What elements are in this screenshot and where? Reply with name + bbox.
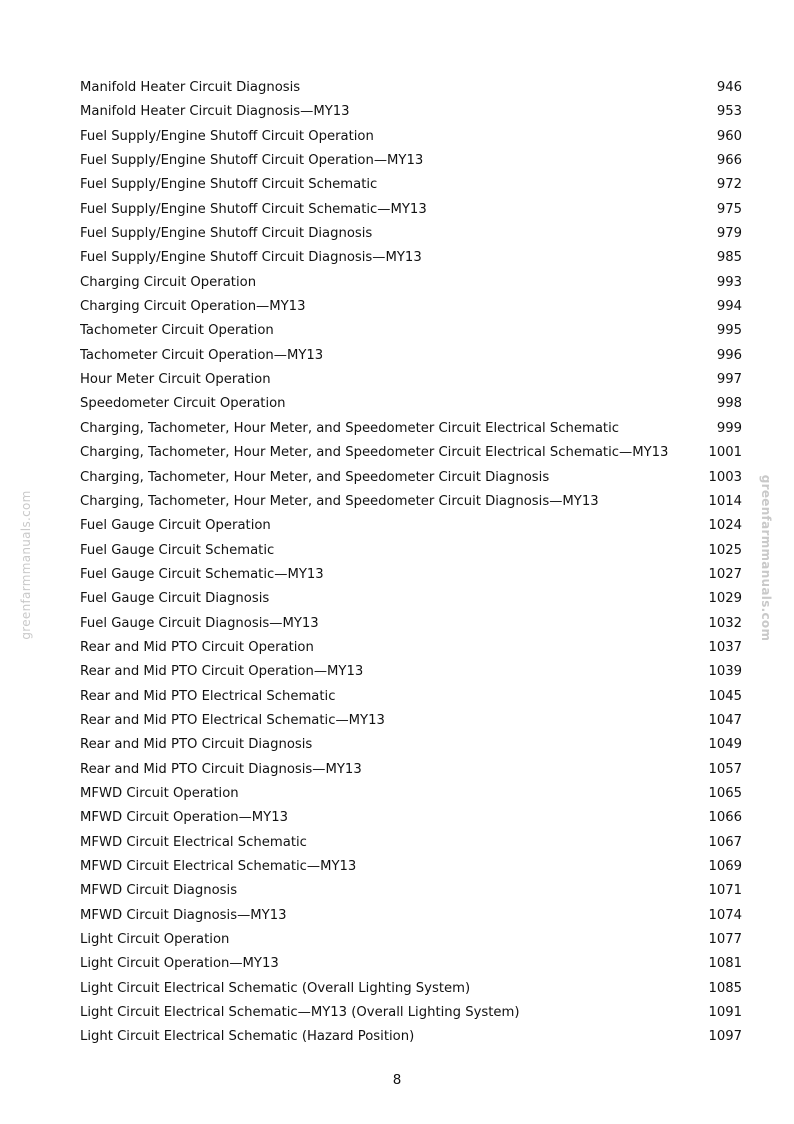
toc-entry-title[interactable]: Light Circuit Electrical Schematic (Overall Lighting System) [80,980,471,996]
toc-entry-page[interactable]: 1091 [708,1005,742,1021]
toc-entry[interactable] [80,222,742,246]
toc-entry-title[interactable]: MFWD Circuit Diagnosis [80,883,238,899]
toc-entry-page[interactable]: 1032 [708,615,742,631]
toc-entry-title[interactable]: MFWD Circuit Electrical Schematic [80,834,307,850]
toc-entry[interactable] [80,344,742,368]
toc-entry[interactable] [80,758,742,782]
toc-entry[interactable] [80,490,742,514]
toc-entry[interactable] [80,977,742,1001]
toc-entry-title[interactable]: Fuel Gauge Circuit Operation [80,518,271,534]
toc-entry[interactable] [80,806,742,830]
toc-entry[interactable] [80,514,742,538]
watermark-right: greenfarmmanuals.com [759,474,773,642]
toc-entry-page[interactable]: 994 [716,299,742,315]
toc-entry-page[interactable]: 1001 [708,445,742,461]
toc-entry-title[interactable]: Manifold Heater Circuit Diagnosis [80,80,301,95]
toc-entry-title[interactable]: Hour Meter Circuit Operation [80,372,271,388]
toc-entry-page[interactable]: 1074 [708,907,742,923]
toc-entry[interactable] [80,149,742,173]
toc-entry-page[interactable]: 997 [716,372,742,388]
toc-entry-title[interactable]: Rear and Mid PTO Electrical Schematic [80,688,336,704]
toc-entry-title[interactable]: Rear and Mid PTO Circuit Diagnosis—MY13 [80,761,362,777]
toc-entry[interactable] [80,733,742,757]
toc-entry-page[interactable]: 1081 [708,956,742,972]
toc-entry-page[interactable]: 1025 [708,542,742,558]
toc-entry[interactable] [80,685,742,709]
toc-entry[interactable] [80,392,742,416]
toc-entry[interactable] [80,587,742,611]
toc-entry[interactable] [80,563,742,587]
toc-entry-page[interactable]: 998 [716,396,742,412]
toc-entry-page[interactable]: 993 [716,274,742,290]
toc-entry[interactable] [80,246,742,270]
toc-entry-title[interactable]: MFWD Circuit Operation—MY13 [80,810,289,826]
toc-entry-title[interactable]: Fuel Gauge Circuit Schematic—MY13 [80,566,324,582]
toc-entry-title[interactable]: Speedometer Circuit Operation [80,396,286,412]
toc-entry[interactable] [80,441,742,465]
toc-entry[interactable] [80,466,742,490]
toc-entry[interactable] [80,879,742,903]
toc-entry-page[interactable]: 996 [716,347,742,363]
toc-entry-page[interactable]: 1039 [708,664,742,680]
toc-entry-title[interactable]: Tachometer Circuit Operation—MY13 [80,347,324,363]
toc-entry-page[interactable]: 960 [716,128,742,144]
toc-entry-title[interactable]: Charging Circuit Operation [80,274,257,290]
toc-entry-title[interactable]: Manifold Heater Circuit Diagnosis—MY13 [80,104,350,120]
toc-entry[interactable] [80,539,742,563]
toc-entry-page[interactable]: 953 [716,104,742,120]
toc-entry[interactable] [80,831,742,855]
toc-entry[interactable] [80,782,742,806]
toc-entry-page[interactable]: 979 [716,226,742,242]
toc-entry[interactable] [80,295,742,319]
toc-entry-page[interactable]: 1047 [708,712,742,728]
toc-entry-page[interactable]: 1077 [708,932,742,948]
toc-entry[interactable] [80,1001,742,1025]
toc-entry[interactable] [80,1025,742,1049]
toc-entry[interactable] [80,928,742,952]
toc-entry[interactable] [80,660,742,684]
toc-entry-title[interactable]: Light Circuit Electrical Schematic—MY13 (Overall Lighting System) [80,1005,520,1021]
toc-entry-page[interactable]: 1029 [708,591,742,607]
toc-entry-page[interactable]: 985 [716,250,742,266]
toc-entry-page[interactable]: 946 [716,80,742,95]
toc-entry-title[interactable]: Charging, Tachometer, Hour Meter, and Speedometer Circuit Electrical Schematic [80,420,620,436]
toc-entry[interactable] [80,952,742,976]
toc-entry-title[interactable]: Rear and Mid PTO Circuit Operation—MY13 [80,664,364,680]
toc-entry-title[interactable]: MFWD Circuit Diagnosis—MY13 [80,907,287,923]
toc-entry-title[interactable]: Fuel Gauge Circuit Schematic [80,542,275,558]
toc-entry-title[interactable]: Rear and Mid PTO Electrical Schematic—MY13 [80,712,385,728]
toc-entry-title[interactable]: Rear and Mid PTO Circuit Diagnosis [80,737,313,753]
toc-entry[interactable] [80,319,742,343]
toc-entry-title[interactable]: Charging, Tachometer, Hour Meter, and Speedometer Circuit Electrical Schematic—MY13 [80,445,669,461]
toc-entry-title[interactable]: Fuel Supply/Engine Shutoff Circuit Diagnosis [80,226,373,242]
toc-entry[interactable] [80,198,742,222]
toc-entry[interactable] [80,368,742,392]
toc-entry[interactable] [80,417,742,441]
toc-entry-page[interactable]: 1014 [708,493,742,509]
toc-entry-page[interactable]: 1049 [708,737,742,753]
toc-entry-title[interactable]: Charging Circuit Operation—MY13 [80,299,306,315]
toc-entry-page[interactable]: 1069 [708,859,742,874]
toc-entry-title[interactable]: Light Circuit Operation—MY13 [80,956,279,972]
toc-entry-title[interactable]: MFWD Circuit Operation [80,785,239,801]
table-of-contents [80,76,742,1050]
toc-entry-page[interactable]: 1065 [708,785,742,801]
toc-entry[interactable] [80,612,742,636]
toc-entry[interactable] [80,904,742,928]
toc-entry[interactable] [80,636,742,660]
toc-entry-title[interactable]: Light Circuit Operation [80,932,230,948]
watermark-left: greenfarmmanuals.com [19,490,33,640]
toc-entry-page[interactable]: 972 [716,177,742,193]
toc-entry-page[interactable]: 1037 [708,639,742,655]
toc-entry-page[interactable]: 1027 [708,566,742,582]
toc-entry-page[interactable]: 1097 [708,1029,742,1045]
toc-entry-page[interactable]: 975 [716,201,742,217]
toc-entry-title[interactable]: Charging, Tachometer, Hour Meter, and Speedometer Circuit Diagnosis—MY13 [80,493,599,509]
toc-entry-page[interactable]: 1057 [708,761,742,777]
toc-entry-page[interactable]: 966 [716,153,742,169]
toc-entry-title[interactable]: Fuel Supply/Engine Shutoff Circuit Operation—MY13 [80,153,424,169]
toc-entry-title[interactable]: Charging, Tachometer, Hour Meter, and Speedometer Circuit Diagnosis [80,469,550,485]
toc-entry[interactable] [80,855,742,879]
toc-entry-page[interactable]: 1045 [708,688,742,704]
toc-entry[interactable] [80,125,742,149]
toc-entry-title[interactable]: Fuel Supply/Engine Shutoff Circuit Schematic [80,177,378,193]
toc-entry-page[interactable]: 1066 [708,810,742,826]
toc-entry[interactable] [80,709,742,733]
toc-entry-title[interactable]: Fuel Gauge Circuit Diagnosis—MY13 [80,615,319,631]
toc-entry-title[interactable]: Fuel Supply/Engine Shutoff Circuit Operation [80,128,374,144]
toc-entry-title[interactable]: Fuel Supply/Engine Shutoff Circuit Diagnosis—MY13 [80,250,422,266]
toc-entry[interactable] [80,100,742,124]
toc-entry-page[interactable]: 1085 [708,980,742,996]
toc-entry-title[interactable]: Fuel Supply/Engine Shutoff Circuit Schematic—MY13 [80,201,427,217]
toc-entry-title[interactable]: Fuel Gauge Circuit Diagnosis [80,591,270,607]
toc-entry[interactable] [80,173,742,197]
toc-entry-title[interactable]: Tachometer Circuit Operation [80,323,274,339]
toc-entry[interactable] [80,76,742,100]
toc-entry-page[interactable]: 1024 [708,518,742,534]
toc-entry-page[interactable]: 995 [716,323,742,339]
toc-entry-page[interactable]: 999 [716,420,742,436]
toc-entry-title[interactable]: Rear and Mid PTO Circuit Operation [80,639,314,655]
toc-entry-page[interactable]: 1003 [708,469,742,485]
toc-entry-page[interactable]: 1071 [708,883,742,899]
page-number: 8 [392,1072,402,1088]
toc-entry-page[interactable]: 1067 [708,834,742,850]
toc-entry[interactable] [80,271,742,295]
toc-entry-title[interactable]: Light Circuit Electrical Schematic (Hazard Position) [80,1029,415,1045]
toc-entry-title[interactable]: MFWD Circuit Electrical Schematic—MY13 [80,859,357,874]
